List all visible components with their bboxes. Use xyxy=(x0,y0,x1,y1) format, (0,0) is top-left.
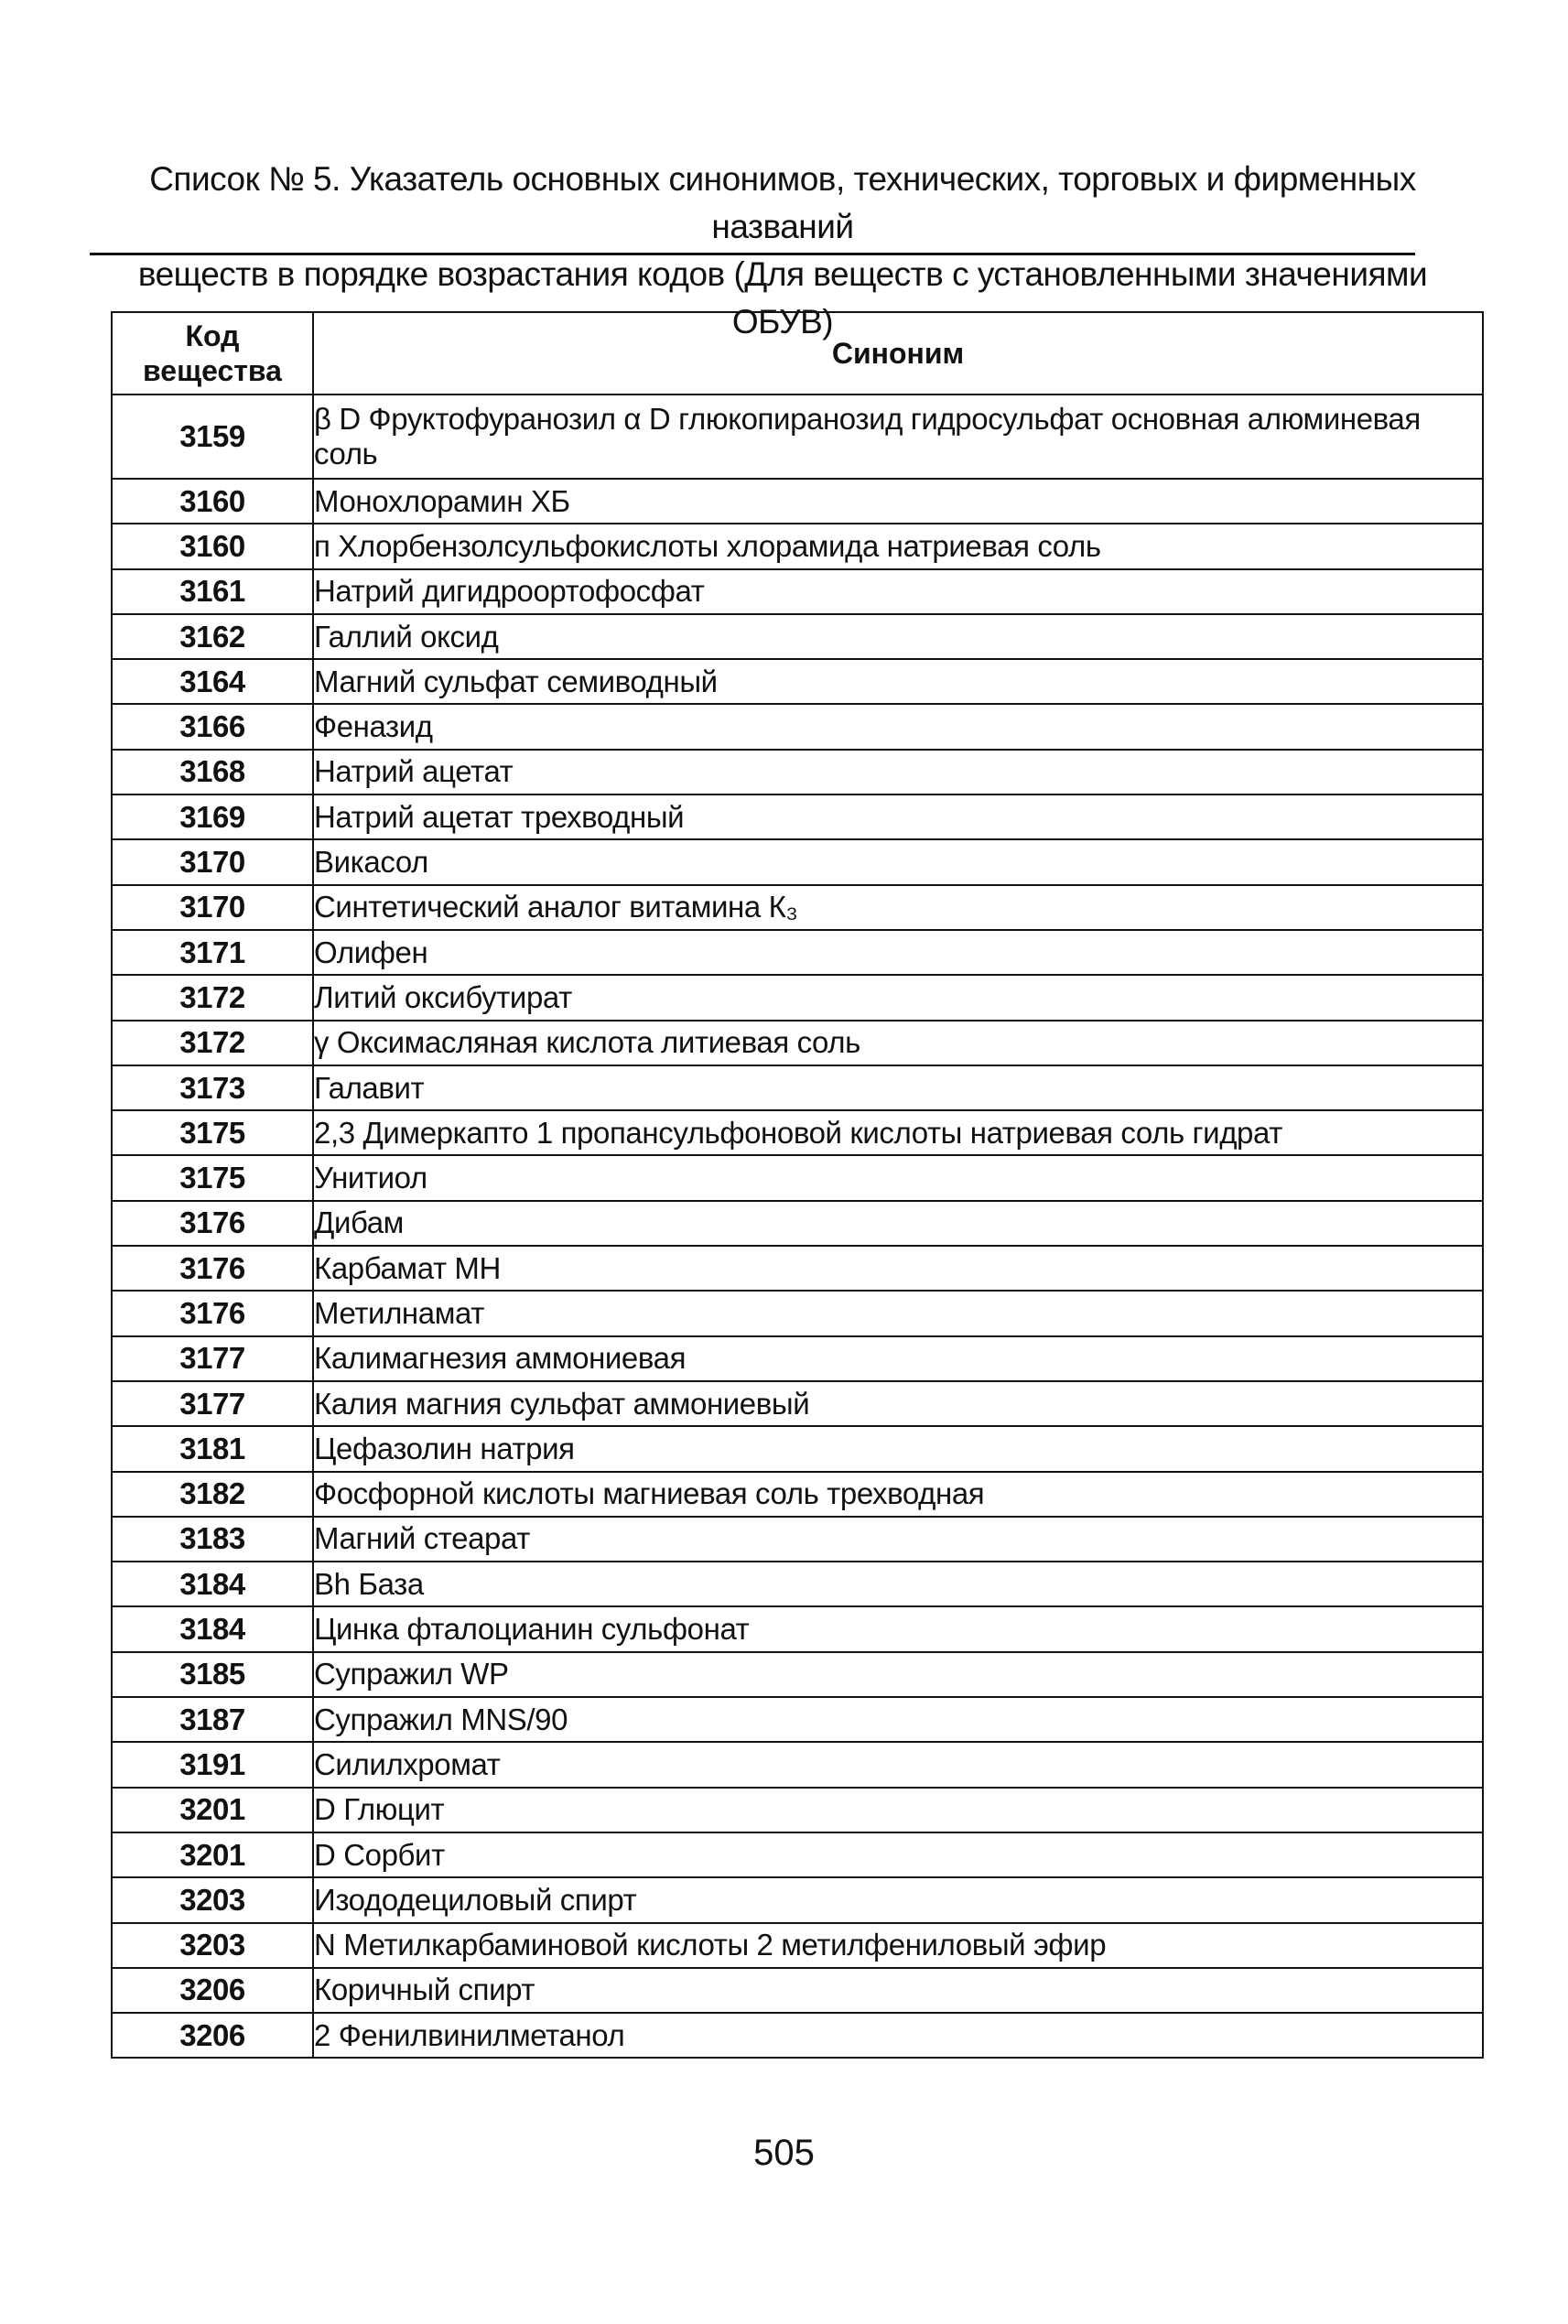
table-row xyxy=(112,614,1483,659)
row-synonym: Дибам xyxy=(313,1201,1483,1246)
header-code xyxy=(112,312,313,395)
row-synonym: Натрий ацетат трехводный xyxy=(313,794,1483,839)
row-code: 3160 xyxy=(112,479,313,524)
row-synonym: Супражил MNS/90 xyxy=(313,1697,1483,1742)
table-row xyxy=(112,930,1483,975)
row-synonym: Монохлорамин ХБ xyxy=(313,479,1483,524)
row-synonym: Магний сульфат семиводный xyxy=(313,659,1483,704)
row-synonym: Калимагнезия аммониевая xyxy=(313,1336,1483,1381)
row-code: 3177 xyxy=(112,1336,313,1381)
table-row xyxy=(112,839,1483,884)
table-row xyxy=(112,1562,1483,1606)
row-synonym: Магний стеарат xyxy=(313,1517,1483,1562)
row-code: 3187 xyxy=(112,1697,313,1742)
row-synonym: D Глюцит xyxy=(313,1788,1483,1832)
row-synonym: Фосфорной кислоты магниевая соль трехводная xyxy=(313,1472,1483,1517)
row-synonym: D Сорбит xyxy=(313,1832,1483,1877)
row-synonym: Метилнамат xyxy=(313,1291,1483,1335)
table-row xyxy=(112,1652,1483,1697)
table-row xyxy=(112,704,1483,749)
row-synonym: Цинка фталоцианин сульфонат xyxy=(313,1606,1483,1651)
table-row xyxy=(112,1923,1483,1968)
page-number: 505 xyxy=(753,2133,815,2173)
table-row xyxy=(112,1606,1483,1651)
row-synonym: Карбамат МН xyxy=(313,1246,1483,1291)
row-code: 3183 xyxy=(112,1517,313,1562)
table-row xyxy=(112,1065,1483,1110)
table-row xyxy=(112,1968,1483,2013)
row-synonym: Супражил WP xyxy=(313,1652,1483,1697)
row-code: 3168 xyxy=(112,750,313,794)
table-row xyxy=(112,1697,1483,1742)
row-synonym: Унитиол xyxy=(313,1155,1483,1200)
title-underline xyxy=(90,253,1415,255)
row-code: 3181 xyxy=(112,1426,313,1471)
row-code: 3166 xyxy=(112,704,313,749)
row-synonym: Силилхромат xyxy=(313,1742,1483,1787)
row-synonym: N Метилкарбаминовой кислоты 2 метилфениловый эфир xyxy=(313,1923,1483,1968)
row-code: 3184 xyxy=(112,1562,313,1606)
table-row xyxy=(112,1021,1483,1065)
row-synonym: γ Оксимасляная кислота литиевая соль xyxy=(313,1021,1483,1065)
table-row xyxy=(112,1291,1483,1335)
table-header-row xyxy=(112,312,1483,395)
row-code: 3161 xyxy=(112,569,313,614)
row-code: 3191 xyxy=(112,1742,313,1787)
table-row xyxy=(112,479,1483,524)
table-row xyxy=(112,1742,1483,1787)
table-row xyxy=(112,1110,1483,1155)
header-code-line-2: вещества xyxy=(143,354,282,387)
row-synonym: 2 Фенилвинилметанол xyxy=(313,2013,1483,2058)
table-row xyxy=(112,1832,1483,1877)
table-row xyxy=(112,659,1483,704)
row-code: 3170 xyxy=(112,839,313,884)
document-title-line-1: Список № 5. Указатель основных синонимов, технических, торговых и фирменных названий xyxy=(149,160,1416,245)
row-code: 3170 xyxy=(112,885,313,930)
row-code: 3175 xyxy=(112,1155,313,1200)
row-code: 3171 xyxy=(112,930,313,975)
table-row xyxy=(112,1155,1483,1200)
row-code: 3176 xyxy=(112,1291,313,1335)
table-row xyxy=(112,750,1483,794)
row-synonym: Bh База xyxy=(313,1562,1483,1606)
row-code: 3203 xyxy=(112,1923,313,1968)
row-synonym: Натрий дигидроортофосфат xyxy=(313,569,1483,614)
table-row xyxy=(112,1517,1483,1562)
row-code: 3164 xyxy=(112,659,313,704)
row-synonym: п Хлорбензолсульфокислоты хлорамида натриевая соль xyxy=(313,524,1483,568)
row-synonym: Цефазолин натрия xyxy=(313,1426,1483,1471)
row-code: 3201 xyxy=(112,1788,313,1832)
table-row xyxy=(112,2013,1483,2058)
row-code: 3201 xyxy=(112,1832,313,1877)
table-row xyxy=(112,1201,1483,1246)
row-synonym: Феназид xyxy=(313,704,1483,749)
table-row xyxy=(112,1877,1483,1922)
table-row xyxy=(112,395,1483,479)
table-row xyxy=(112,1788,1483,1832)
header-code-line-1: Код xyxy=(185,319,240,352)
table-row xyxy=(112,1381,1483,1426)
row-synonym: Викасол xyxy=(313,839,1483,884)
row-code: 3184 xyxy=(112,1606,313,1651)
table-row xyxy=(112,794,1483,839)
row-code: 3162 xyxy=(112,614,313,659)
row-synonym: Изододециловый спирт xyxy=(313,1877,1483,1922)
synonym-table xyxy=(111,311,1484,2059)
table-row xyxy=(112,524,1483,568)
row-code: 3177 xyxy=(112,1381,313,1426)
table-row xyxy=(112,569,1483,614)
row-code: 3172 xyxy=(112,975,313,1020)
row-code: 3182 xyxy=(112,1472,313,1517)
row-code: 3176 xyxy=(112,1201,313,1246)
row-synonym: Натрий ацетат xyxy=(313,750,1483,794)
row-synonym: Синтетический аналог витамина К₃ xyxy=(313,885,1483,930)
document-title-line-2: веществ в порядке возрастания кодов (Для веществ с установленными значениями ОБУВ) xyxy=(137,255,1428,340)
table-row xyxy=(112,1426,1483,1471)
row-synonym: Олифен xyxy=(313,930,1483,975)
row-synonym: Калия магния сульфат аммониевый xyxy=(313,1381,1483,1426)
row-synonym: Литий оксибутират xyxy=(313,975,1483,1020)
row-synonym: Коричный спирт xyxy=(313,1968,1483,2013)
row-code: 3159 xyxy=(112,395,313,479)
row-code: 3206 xyxy=(112,1968,313,2013)
row-synonym: β D Фруктофуранозил α D глюкопиранозид гидросульфат основная алюминевая соль xyxy=(313,395,1483,479)
row-code: 3169 xyxy=(112,794,313,839)
row-code: 3173 xyxy=(112,1065,313,1110)
table-row xyxy=(112,885,1483,930)
row-code: 3172 xyxy=(112,1021,313,1065)
table-row xyxy=(112,1472,1483,1517)
row-code: 3185 xyxy=(112,1652,313,1697)
header-synonym: Синоним xyxy=(313,312,1483,395)
row-code: 3176 xyxy=(112,1246,313,1291)
table-row xyxy=(112,1336,1483,1381)
row-synonym: Галавит xyxy=(313,1065,1483,1110)
row-code: 3203 xyxy=(112,1877,313,1922)
table-row xyxy=(112,1246,1483,1291)
row-synonym: Галлий оксид xyxy=(313,614,1483,659)
table-body xyxy=(112,395,1483,2058)
row-code: 3206 xyxy=(112,2013,313,2058)
row-code: 3175 xyxy=(112,1110,313,1155)
table-row xyxy=(112,975,1483,1020)
row-code: 3160 xyxy=(112,524,313,568)
row-synonym: 2,3 Димеркапто 1 пропансульфоновой кислоты натриевая соль гидрат xyxy=(313,1110,1483,1155)
